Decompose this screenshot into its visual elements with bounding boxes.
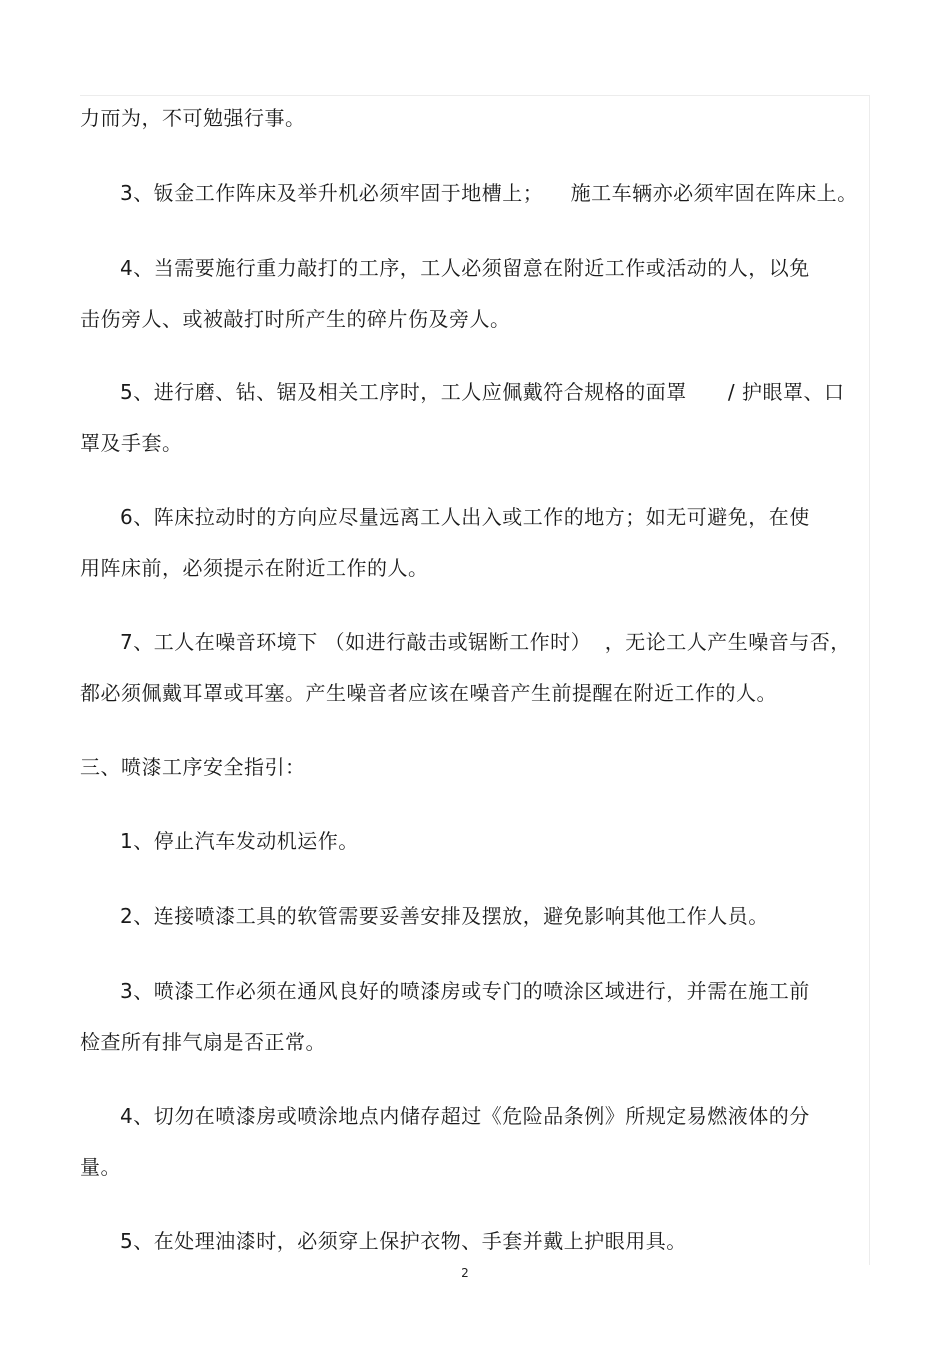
text-line: 用阵床前，必须提示在附近工作的人。 [80, 556, 429, 580]
text-line: 罩及手套。 [80, 431, 183, 455]
page-top-rule [80, 95, 870, 96]
text-line: 2、连接喷漆工具的软管需要妥善安排及摆放，避免影响其他工作人员。 [120, 904, 769, 928]
text-line: 6、阵床拉动时的方向应尽量远离工人出入或工作的地方；如无可避免，在使 [120, 505, 810, 529]
text-line: 都必须佩戴耳罩或耳塞。产生噪音者应该在噪音产生前提醒在附近工作的人。 [80, 681, 777, 705]
page-number: 2 [461, 1266, 469, 1280]
text-line: 3、喷漆工作必须在通风良好的喷漆房或专门的喷涂区域进行，并需在施工前 [120, 979, 810, 1003]
text-line: 力而为，不可勉强行事。 [80, 106, 306, 130]
text-line: 4、切勿在喷漆房或喷涂地点内储存超过《危险品条例》所规定易燃液体的分 [120, 1104, 810, 1128]
text-line: 7、工人在噪音环境下 （如进行敲击或锯断工作时） ，无论工人产生噪音与否， [120, 630, 851, 654]
text-line: 检查所有排气扇是否正常。 [80, 1030, 326, 1054]
text-line: 4、当需要施行重力敲打的工序，工人必须留意在附近工作或活动的人，以免 [120, 256, 810, 280]
text-line: 1、停止汽车发动机运作。 [120, 829, 359, 853]
section-heading: 三、喷漆工序安全指引： [80, 755, 306, 779]
text-line: 5、在处理油漆时，必须穿上保护衣物、手套并戴上护眼用具。 [120, 1229, 687, 1253]
text-line: 3、钣金工作阵床及举升机必须牢固于地槽上； 施工车辆亦必须牢固在阵床上。 [120, 181, 858, 205]
page-right-rule [869, 95, 870, 1265]
text-line: 量。 [80, 1155, 121, 1179]
text-line: 5、进行磨、钻、锯及相关工序时，工人应佩戴符合规格的面罩 / 护眼罩、口 [120, 380, 845, 404]
text-line: 击伤旁人、或被敲打时所产生的碎片伤及旁人。 [80, 307, 511, 331]
